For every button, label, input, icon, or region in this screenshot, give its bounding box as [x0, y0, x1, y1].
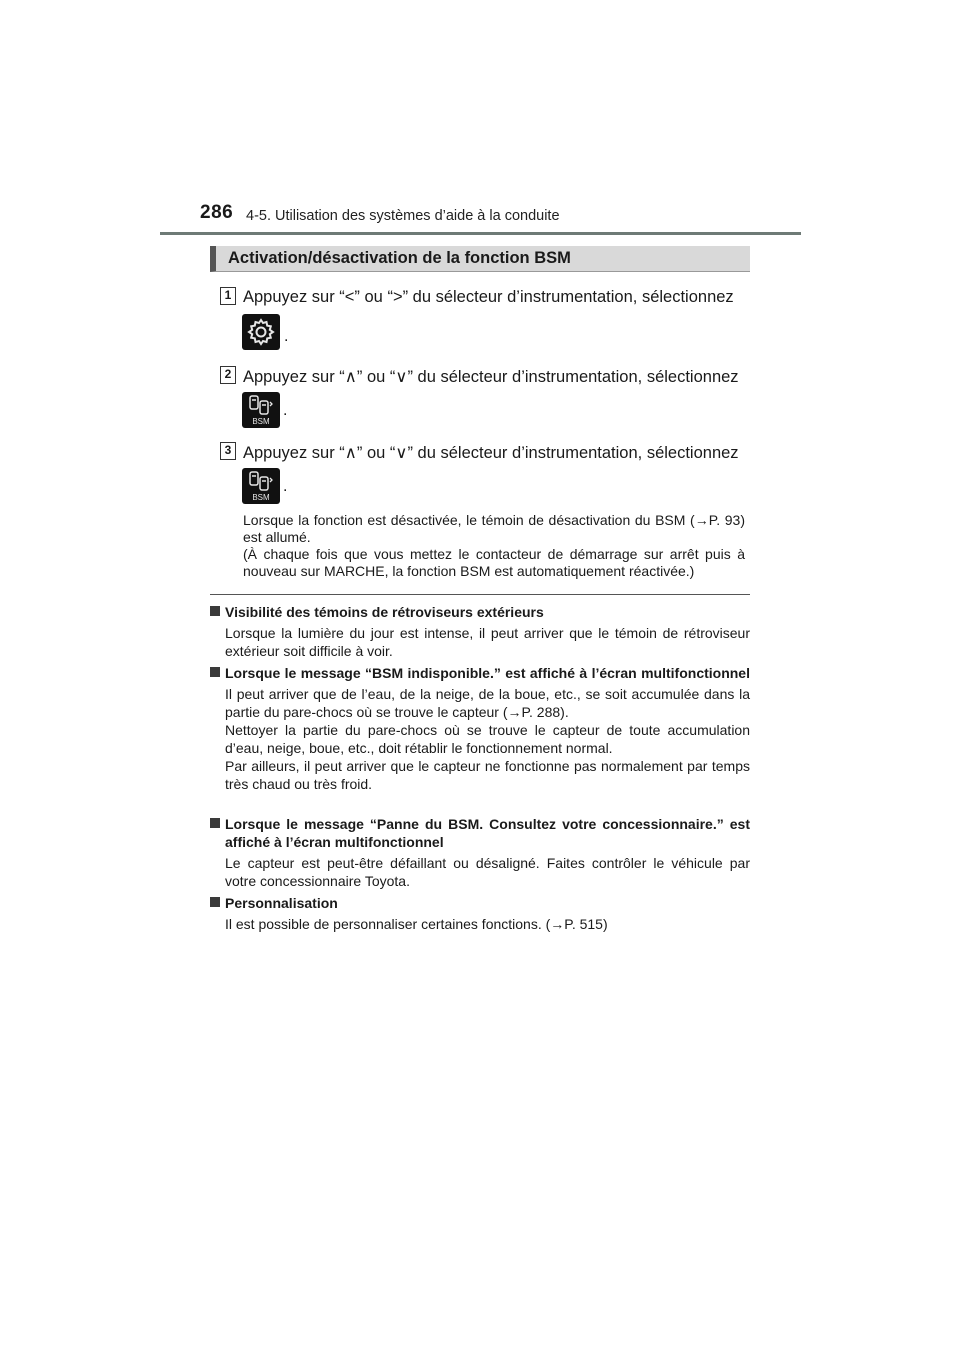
- step-1-period: .: [284, 328, 289, 345]
- section-heading: [210, 246, 750, 272]
- bsm-off-icon-label: BSM: [252, 493, 270, 502]
- step-3-text: Appuyez sur “∧” ou “∨” du sélecteur d’instrumentation, sélectionnez: [243, 444, 739, 462]
- note-title: Visibilité des témoins de rétroviseurs extérieurs: [225, 604, 544, 620]
- header-rule: [160, 232, 801, 235]
- note-title: Lorsque le message “BSM indisponible.” est affiché à l’écran multifonctionnel: [225, 665, 750, 681]
- note-body: [225, 624, 750, 660]
- step-3-badge: 3: [220, 442, 236, 460]
- bsm-off-icon: [242, 468, 280, 504]
- note-body: [225, 915, 750, 933]
- step-2-period: .: [283, 402, 288, 419]
- note-visibilite: [210, 603, 750, 660]
- note-paragraph: Par ailleurs, il peut arriver que le capteur ne fonctionne pas normalement par temps très chaud ou très froid.: [225, 758, 750, 792]
- note-title: Lorsque le message “Panne du BSM. Consultez votre concessionnaire.” est affiché à l’écran multifonctionnel: [225, 816, 750, 850]
- note-body: [225, 854, 750, 890]
- note-bsm-indisponible: [210, 664, 750, 793]
- step-2-text: Appuyez sur “∧” ou “∨” du sélecteur d’instrumentation, sélectionnez: [243, 368, 739, 386]
- note-personnalisation: [210, 894, 750, 933]
- bsm-icon: [242, 392, 280, 428]
- step-3-period: .: [283, 478, 288, 495]
- chapter-title: 4-5. Utilisation des systèmes d’aide à la conduite: [246, 208, 560, 224]
- note-paragraph: Il est possible de personnaliser certaines fonctions. (→P. 515): [225, 916, 608, 932]
- page-number: 286: [200, 202, 234, 223]
- square-bullet-icon: [210, 897, 220, 907]
- note-title: Personnalisation: [225, 895, 338, 911]
- step-1-badge: 1: [220, 287, 236, 305]
- step-3-note-1: Lorsque la fonction est désactivée, le témoin de désactivation du BSM (→P. 93) est allumé.: [243, 512, 745, 545]
- note-panne-bsm: [210, 815, 750, 890]
- step-1-text: Appuyez sur “<” ou “>” du sélecteur d’instrumentation, sélectionnez: [243, 288, 734, 306]
- note-paragraph: Le capteur est peut-être défaillant ou désaligné. Faites contrôler le véhicule par votre concessionnaire Toyota.: [225, 855, 750, 889]
- square-bullet-icon: [210, 606, 220, 616]
- step-2-badge: 2: [220, 366, 236, 384]
- bsm-icon-label: BSM: [252, 417, 270, 426]
- divider: [210, 594, 750, 595]
- section-heading-text: Activation/désactivation de la fonction BSM: [228, 249, 571, 267]
- note-body: [225, 685, 750, 793]
- settings-gear-icon: [242, 314, 280, 350]
- note-paragraph: Il peut arriver que de l’eau, de la neige, de la boue, etc., se soit accumulée dans la partie du pare-chocs où se trouve le capteur (→P. 288).: [225, 686, 750, 720]
- square-bullet-icon: [210, 667, 220, 677]
- square-bullet-icon: [210, 818, 220, 828]
- note-paragraph: Lorsque la lumière du jour est intense, il peut arriver que le témoin de rétroviseur extérieur soit difficile à voir.: [225, 625, 750, 659]
- note-paragraph: Nettoyer la partie du pare-chocs où se trouve le capteur de toute accumulation d’eau, neige, boue, etc., doit rétablir le fonctionnement normal.: [225, 722, 750, 756]
- step-3-note-2: (À chaque fois que vous mettez le contacteur de démarrage sur arrêt puis à nouveau sur MARCHE, la fonction BSM est automatiquement réactivée.): [243, 546, 745, 579]
